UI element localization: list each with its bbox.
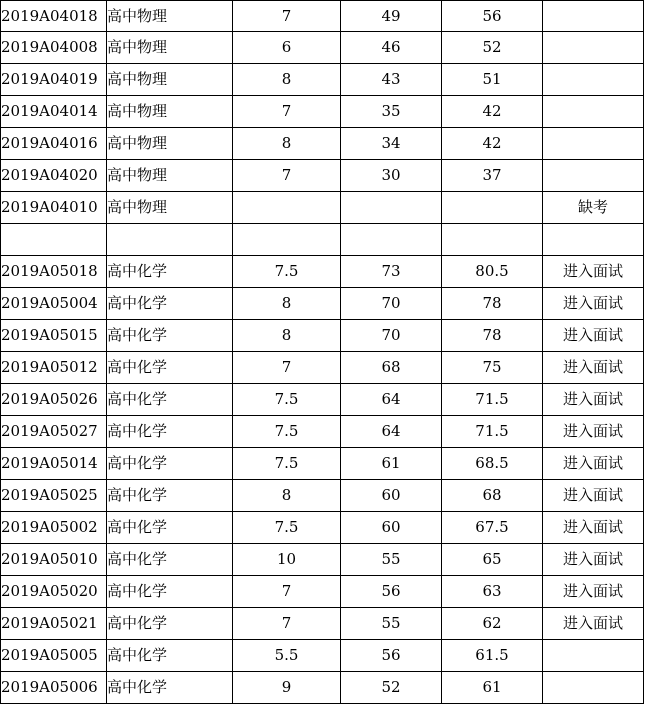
candidate-id-cell: 2019A05002 bbox=[1, 512, 107, 544]
remark-cell bbox=[543, 32, 644, 64]
total-score-cell: 62 bbox=[442, 608, 543, 640]
score-a-cell bbox=[233, 224, 341, 256]
subject-cell: 高中物理 bbox=[107, 128, 233, 160]
table-row bbox=[1, 1, 644, 32]
table-row bbox=[1, 544, 644, 576]
candidate-id-cell: 2019A05027 bbox=[1, 416, 107, 448]
total-score-cell: 78 bbox=[442, 288, 543, 320]
score-a-cell: 7.5 bbox=[233, 256, 341, 288]
subject-cell: 高中化学 bbox=[107, 352, 233, 384]
subject-cell: 高中化学 bbox=[107, 672, 233, 704]
subject-cell bbox=[107, 224, 233, 256]
total-score-cell: 51 bbox=[442, 64, 543, 96]
score-b-cell: 34 bbox=[341, 128, 442, 160]
table-row bbox=[1, 352, 644, 384]
score-b-cell bbox=[341, 192, 442, 224]
total-score-cell: 52 bbox=[442, 32, 543, 64]
remark-cell bbox=[543, 672, 644, 704]
subject-cell: 高中化学 bbox=[107, 384, 233, 416]
total-score-cell: 80.5 bbox=[442, 256, 543, 288]
score-a-cell: 8 bbox=[233, 320, 341, 352]
total-score-cell: 71.5 bbox=[442, 416, 543, 448]
score-b-cell: 35 bbox=[341, 96, 442, 128]
total-score-cell: 42 bbox=[442, 128, 543, 160]
score-a-cell: 7 bbox=[233, 352, 341, 384]
score-a-cell: 7.5 bbox=[233, 448, 341, 480]
table-row bbox=[1, 96, 644, 128]
subject-cell: 高中化学 bbox=[107, 448, 233, 480]
score-b-cell: 52 bbox=[341, 672, 442, 704]
score-a-cell: 7 bbox=[233, 96, 341, 128]
subject-cell: 高中物理 bbox=[107, 32, 233, 64]
remark-cell bbox=[543, 128, 644, 160]
score-b-cell: 70 bbox=[341, 320, 442, 352]
candidate-id-cell: 2019A04020 bbox=[1, 160, 107, 192]
table-row bbox=[1, 288, 644, 320]
subject-cell: 高中化学 bbox=[107, 480, 233, 512]
remark-cell bbox=[543, 64, 644, 96]
score-a-cell: 8 bbox=[233, 128, 341, 160]
table-row bbox=[1, 224, 644, 256]
remark-cell: 进入面试 bbox=[543, 384, 644, 416]
score-a-cell: 6 bbox=[233, 32, 341, 64]
table-row bbox=[1, 128, 644, 160]
subject-cell: 高中化学 bbox=[107, 320, 233, 352]
total-score-cell: 56 bbox=[442, 1, 543, 32]
total-score-cell: 65 bbox=[442, 544, 543, 576]
remark-cell: 进入面试 bbox=[543, 480, 644, 512]
subject-cell: 高中物理 bbox=[107, 96, 233, 128]
total-score-cell: 75 bbox=[442, 352, 543, 384]
table-row bbox=[1, 480, 644, 512]
score-a-cell: 5.5 bbox=[233, 640, 341, 672]
score-a-cell: 7.5 bbox=[233, 416, 341, 448]
score-b-cell: 60 bbox=[341, 512, 442, 544]
total-score-cell: 71.5 bbox=[442, 384, 543, 416]
score-b-cell: 73 bbox=[341, 256, 442, 288]
total-score-cell: 61 bbox=[442, 672, 543, 704]
remark-cell bbox=[543, 640, 644, 672]
remark-cell bbox=[543, 96, 644, 128]
candidate-id-cell: 2019A05010 bbox=[1, 544, 107, 576]
candidate-id-cell: 2019A04016 bbox=[1, 128, 107, 160]
score-a-cell: 7.5 bbox=[233, 384, 341, 416]
score-b-cell: 64 bbox=[341, 384, 442, 416]
table-row bbox=[1, 256, 644, 288]
total-score-cell: 63 bbox=[442, 576, 543, 608]
total-score-cell bbox=[442, 224, 543, 256]
table-row bbox=[1, 576, 644, 608]
table-row bbox=[1, 640, 644, 672]
remark-cell: 进入面试 bbox=[543, 448, 644, 480]
score-a-cell: 8 bbox=[233, 480, 341, 512]
table-row bbox=[1, 32, 644, 64]
remark-cell bbox=[543, 1, 644, 32]
subject-cell: 高中化学 bbox=[107, 288, 233, 320]
total-score-cell: 67.5 bbox=[442, 512, 543, 544]
table-row bbox=[1, 512, 644, 544]
total-score-cell: 42 bbox=[442, 96, 543, 128]
score-a-cell bbox=[233, 192, 341, 224]
score-a-cell: 9 bbox=[233, 672, 341, 704]
candidate-id-cell: 2019A05012 bbox=[1, 352, 107, 384]
subject-cell: 高中化学 bbox=[107, 640, 233, 672]
remark-cell bbox=[543, 160, 644, 192]
score-b-cell: 46 bbox=[341, 32, 442, 64]
subject-cell: 高中物理 bbox=[107, 1, 233, 32]
score-b-cell: 49 bbox=[341, 1, 442, 32]
table-row bbox=[1, 672, 644, 704]
remark-cell: 进入面试 bbox=[543, 256, 644, 288]
subject-cell: 高中化学 bbox=[107, 576, 233, 608]
score-b-cell: 70 bbox=[341, 288, 442, 320]
score-b-cell: 55 bbox=[341, 544, 442, 576]
remark-cell: 进入面试 bbox=[543, 320, 644, 352]
score-a-cell: 7 bbox=[233, 608, 341, 640]
score-b-cell: 60 bbox=[341, 480, 442, 512]
subject-cell: 高中化学 bbox=[107, 256, 233, 288]
remark-cell: 进入面试 bbox=[543, 544, 644, 576]
candidate-id-cell: 2019A05004 bbox=[1, 288, 107, 320]
total-score-cell: 68 bbox=[442, 480, 543, 512]
score-b-cell: 64 bbox=[341, 416, 442, 448]
table-row bbox=[1, 608, 644, 640]
candidate-id-cell: 2019A04018 bbox=[1, 1, 107, 32]
table-row bbox=[1, 416, 644, 448]
score-b-cell: 56 bbox=[341, 576, 442, 608]
total-score-cell: 61.5 bbox=[442, 640, 543, 672]
subject-cell: 高中物理 bbox=[107, 160, 233, 192]
subject-cell: 高中化学 bbox=[107, 416, 233, 448]
candidate-id-cell: 2019A05018 bbox=[1, 256, 107, 288]
subject-cell: 高中化学 bbox=[107, 544, 233, 576]
total-score-cell: 68.5 bbox=[442, 448, 543, 480]
candidate-id-cell: 2019A05005 bbox=[1, 640, 107, 672]
score-b-cell: 56 bbox=[341, 640, 442, 672]
candidate-id-cell bbox=[1, 224, 107, 256]
candidate-id-cell: 2019A05025 bbox=[1, 480, 107, 512]
score-a-cell: 7 bbox=[233, 576, 341, 608]
table-row bbox=[1, 320, 644, 352]
remark-cell: 进入面试 bbox=[543, 288, 644, 320]
candidate-id-cell: 2019A04008 bbox=[1, 32, 107, 64]
total-score-cell: 78 bbox=[442, 320, 543, 352]
subject-cell: 高中物理 bbox=[107, 64, 233, 96]
remark-cell: 进入面试 bbox=[543, 416, 644, 448]
table-row bbox=[1, 160, 644, 192]
score-a-cell: 7.5 bbox=[233, 512, 341, 544]
subject-cell: 高中化学 bbox=[107, 608, 233, 640]
remark-cell: 进入面试 bbox=[543, 352, 644, 384]
score-a-cell: 7 bbox=[233, 160, 341, 192]
candidate-id-cell: 2019A05026 bbox=[1, 384, 107, 416]
score-b-cell: 68 bbox=[341, 352, 442, 384]
score-table-body bbox=[1, 1, 644, 704]
score-b-cell: 30 bbox=[341, 160, 442, 192]
candidate-id-cell: 2019A05015 bbox=[1, 320, 107, 352]
score-a-cell: 8 bbox=[233, 64, 341, 96]
remark-cell bbox=[543, 224, 644, 256]
score-b-cell: 61 bbox=[341, 448, 442, 480]
table-row bbox=[1, 64, 644, 96]
candidate-id-cell: 2019A05021 bbox=[1, 608, 107, 640]
remark-cell: 进入面试 bbox=[543, 608, 644, 640]
score-a-cell: 8 bbox=[233, 288, 341, 320]
subject-cell: 高中物理 bbox=[107, 192, 233, 224]
candidate-id-cell: 2019A04014 bbox=[1, 96, 107, 128]
score-b-cell: 43 bbox=[341, 64, 442, 96]
remark-cell: 缺考 bbox=[543, 192, 644, 224]
remark-cell: 进入面试 bbox=[543, 576, 644, 608]
score-a-cell: 7 bbox=[233, 1, 341, 32]
score-b-cell bbox=[341, 224, 442, 256]
table-row bbox=[1, 384, 644, 416]
table-row bbox=[1, 448, 644, 480]
candidate-id-cell: 2019A04010 bbox=[1, 192, 107, 224]
remark-cell: 进入面试 bbox=[543, 512, 644, 544]
candidate-id-cell: 2019A05020 bbox=[1, 576, 107, 608]
table-row bbox=[1, 192, 644, 224]
candidate-id-cell: 2019A05006 bbox=[1, 672, 107, 704]
subject-cell: 高中化学 bbox=[107, 512, 233, 544]
score-b-cell: 55 bbox=[341, 608, 442, 640]
total-score-cell bbox=[442, 192, 543, 224]
candidate-id-cell: 2019A04019 bbox=[1, 64, 107, 96]
total-score-cell: 37 bbox=[442, 160, 543, 192]
candidate-id-cell: 2019A05014 bbox=[1, 448, 107, 480]
score-a-cell: 10 bbox=[233, 544, 341, 576]
